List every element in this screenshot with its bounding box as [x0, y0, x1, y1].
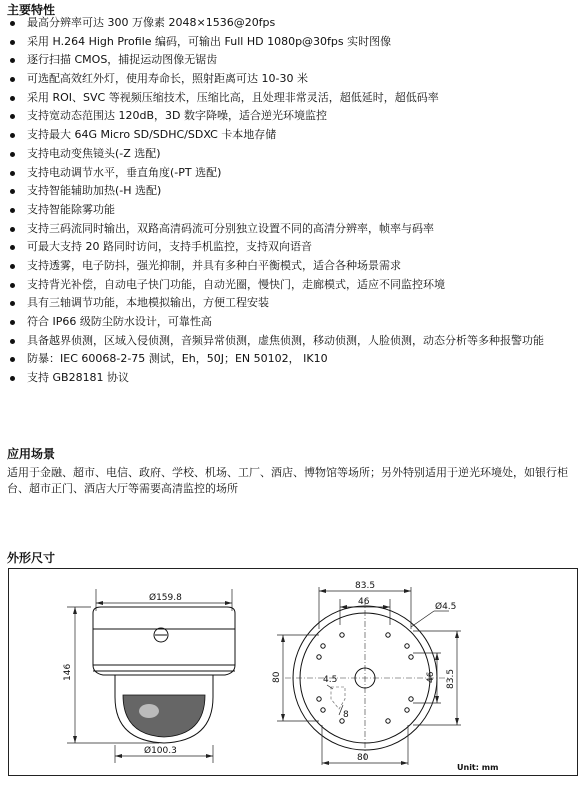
- feature-item: 支持智能除雾功能: [0, 204, 583, 223]
- left-height-label: 80: [272, 671, 282, 683]
- feature-item: 逐行扫描 CMOS，捕捉运动图像无锯齿: [0, 54, 583, 73]
- hole-diameter-label: Ø4.5: [435, 602, 457, 612]
- feature-item: 支持最大 64G Micro SD/SDHC/SDXC 卡本地存储: [0, 129, 583, 148]
- feature-item: 具备越界侦测，区域入侵侦测，音频异常侦测，虚焦侦测，移动侦测，人脸侦测，动态分析等多种报警功能: [0, 335, 583, 354]
- scenes-heading: 应用场景: [7, 447, 56, 461]
- dimension-drawing: [8, 568, 578, 776]
- scenes-text: 适用于金融、超市、电信、政府、学校、机场、工厂、酒店、博物馆等场所；另外特别适用于逆光环境处，如银行柜台、超市正门、酒店大厅等需要高清监控的场所: [7, 466, 568, 495]
- side-top-diameter-label: Ø159.8: [149, 593, 182, 603]
- unit-label: Unit: mm: [457, 763, 499, 772]
- small-dimension-a: 4.5: [323, 675, 338, 685]
- feature-item: 支持电动调节水平，垂直角度(-PT 选配): [0, 167, 583, 186]
- feature-item: 最高分辨率可达 300 万像素 2048×1536@20fps: [0, 17, 583, 36]
- top-inner-width-label: 46: [358, 597, 370, 607]
- feature-item: 采用 H.264 High Profile 编码，可输出 Full HD 1080p@30fps 实时图像: [0, 36, 583, 55]
- feature-item: 支持 GB28181 协议: [0, 372, 583, 391]
- right-inner-label: 46: [426, 671, 436, 683]
- features-heading: 主要特性: [7, 3, 56, 17]
- feature-item: 支持三码流同时输出，双路高清码流可分别独立设置不同的高清分辨率，帧率与码率: [0, 223, 583, 242]
- feature-item: 可选配高效红外灯，使用寿命长，照射距离可达 10-30 米: [0, 73, 583, 92]
- side-height-label: 146: [63, 663, 73, 681]
- top-outer-width-label: 83.5: [355, 581, 376, 591]
- side-bottom-diameter-label: Ø100.3: [144, 746, 177, 756]
- feature-item: 可最大支持 20 路同时访问，支持手机监控，支持双向语音: [0, 241, 583, 260]
- small-dimension-b: 8: [343, 710, 349, 720]
- feature-item: 支持智能辅助加热(-H 选配): [0, 185, 583, 204]
- feature-item: 采用 ROI、SVC 等视频压缩技术，压缩比高，且处理非常灵活，超低延时，超低码率: [0, 92, 583, 111]
- feature-item: 支持背光补偿，自动电子快门功能，自动光圈，慢快门，走廊模式，适应不同监控环境: [0, 279, 583, 298]
- feature-list: [0, 17, 583, 391]
- feature-item: 符合 IP66 级防尘防水设计，可靠性高: [0, 316, 583, 335]
- feature-item: 支持宽动态范围达 120dB，3D 数字降噪，适合逆光环境监控: [0, 110, 583, 129]
- dimension-drawing-svg: [9, 569, 579, 777]
- feature-item: 支持电动变焦镜头(-Z 选配): [0, 148, 583, 167]
- dimensions-heading: 外形尺寸: [7, 551, 56, 565]
- feature-item: 具有三轴调节功能，本地模拟输出，方便工程安装: [0, 297, 583, 316]
- bottom-width-label: 80: [357, 753, 369, 763]
- feature-item: 防暴：IEC 60068-2-75 测试，Eh，50J；EN 50102， IK10: [0, 353, 583, 372]
- feature-item: 支持透雾，电子防抖，强光抑制，并具有多种白平衡模式，适合各种场景需求: [0, 260, 583, 279]
- top-view: [272, 581, 461, 765]
- side-view: [63, 589, 235, 763]
- right-outer-label: 83.5: [446, 668, 456, 689]
